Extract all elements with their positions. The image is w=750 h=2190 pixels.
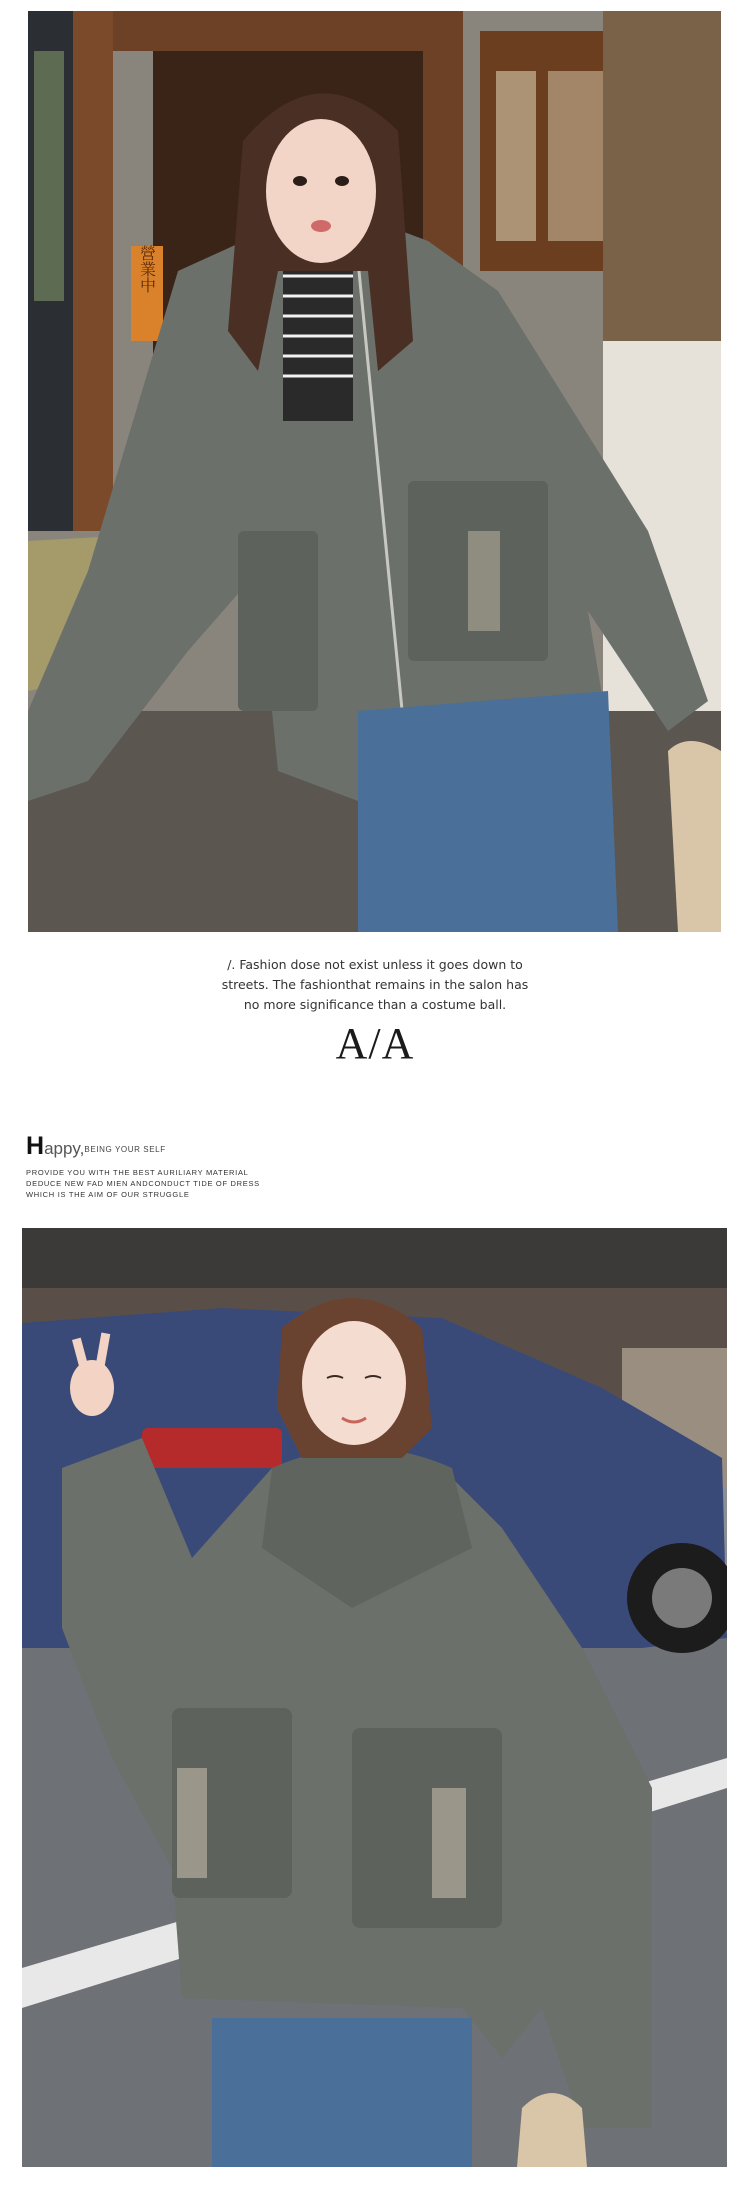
model-photo-icon [22,1228,727,2167]
quote-line: no more significance than a costume ball. [243,997,507,1012]
tagline-rest: appy, [44,1139,85,1158]
tagline-heading [26,1133,260,1163]
second-photo [22,1228,727,2167]
quote-line: streets. The fashionthat remains in the salon has [221,977,529,992]
tagline-lines [26,1167,260,1200]
quote-line: /. Fashion dose not exist unless it goes down to [227,957,523,972]
tagline-cap: H [26,1132,45,1160]
tagline-line: PROVIDE YOU WITH THE BEST AURILIARY MATERIAL [26,1168,249,1177]
tagline-block [26,1133,260,1200]
model-photo-icon [28,11,721,932]
tagline-line: DEDUCE NEW FAD MIEN ANDCONDUCT TIDE OF DRESS [26,1179,260,1188]
shop-sign-text: 營業中 [137,245,157,293]
brand-monogram: A/A [335,1019,415,1068]
fashion-quote [175,955,575,1015]
hero-photo [28,11,721,932]
tagline-line: WHICH IS THE AIM OF OUR STRUGGLE [26,1190,190,1199]
tagline-sub: BEING YOUR SELF [84,1145,166,1154]
